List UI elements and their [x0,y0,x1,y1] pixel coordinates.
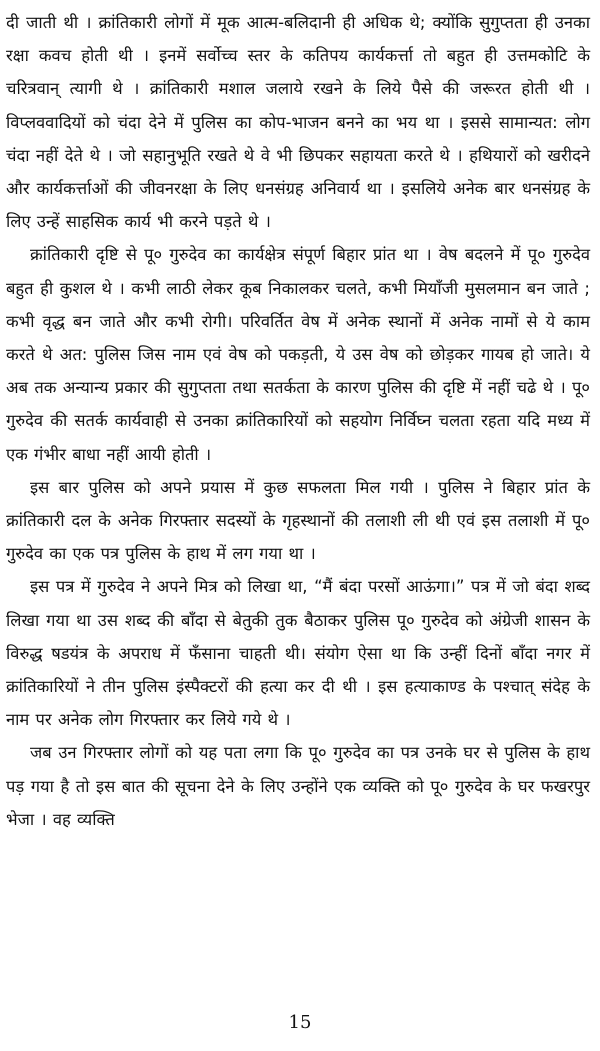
paragraph-2: क्रांतिकारी दृष्टि से पू० गुरुदेव का कार्यक्षेत्र संपूर्ण बिहार प्रांत था । वेष बदलने में पू० गुरुदेव बहुत ही कुशल थे । कभी लाठी लेकर कूब निकालकर चलते, कभी मियाँजी मुसलमान बन जाते ; कभी वृद्ध बन जाते और कभी रोगी। परिवर्तित वेष में अनेक स्थानों में अनेक नामों से ये काम करते थे अत: पुलिस जिस नाम एवं वेष को पकड़ती, ये उस वेष को छोड़कर गायब हो जाते। ये अब तक अन्यान्य प्रकार की सुगुप्तता तथा सतर्कता के कारण पुलिस की दृष्टि में नहीं चढे थे । पू० गुरुदेव की सतर्क कार्यवाही से उनका क्रांतिकारियों को सहयोग निर्विघ्न चलता रहता यदि मध्य में एक गंभीर बाधा नहीं आयी होती । [6,245,590,464]
page-body-text [6,6,590,836]
paragraph-3: इस बार पुलिस को अपने प्रयास में कुछ सफलता मिल गयी । पुलिस ने बिहार प्रांत के क्रांतिकारी दल के अनेक गिरफ्तार सदस्यों के गृहस्थानों की तलाशी ली थी एवं इस तलाशी में पू० गुरुदेव का एक पत्र पुलिस के हाथ में लग गया था । [6,477,590,564]
paragraph-4: इस पत्र में गुरुदेव ने अपने मित्र को लिखा था, “मैं बंदा परसों आऊंगा।” पत्र में जो बंदा शब्द लिखा गया था उस शब्द की बाँदा से बेतुकी तुक बैठाकर पुलिस पू० गुरुदेव को अंग्रेजी शासन के विरुद्ध षडयंत्र के अपराध में फँसाना चाहती थी। संयोग ऐसा था कि उन्हीं दिनों बाँदा नगर में क्रांतिकारियों ने तीन पुलिस इंस्पैक्टरों की हत्या कर दी थी । इस हत्याकाण्ड के पश्चात् संदेह के नाम पर अनेक लोग गिरफ्तार कर लिये गये थे । [6,577,590,730]
paragraph-5: जब उन गिरफ्तार लोगों को यह पता लगा कि पू० गुरुदेव का पत्र उनके घर से पुलिस के हाथ पड़ गया है तो इस बात की सूचना देने के लिए उन्होंने एक व्यक्ति को पू० गुरुदेव के घर फखरपुर भेजा । वह व्यक्ति [6,743,590,829]
paragraph-1: दी जाती थी । क्रांतिकारी लोगों में मूक आत्म-बलिदानी ही अधिक थे; क्योंकि सुगुप्तता ही उनका रक्षा कवच होती थी । इनमें सर्वोच्च स्तर के कतिपय कार्यकर्त्ता तो बहुत ही उत्तमकोटि के चरित्रवान् त्यागी थे । क्रांतिकारी मशाल जलाये रखने के लिये पैसे की जरूरत होती थी । विप्लववादियों को चंदा देने में पुलिस का कोप-भाजन बनने का भय था । इससे सामान्यत: लोग चंदा नहीं देते थे । जो सहानुभूति रखते थे वे भी छिपकर सहायता करते थे । हथियारों को खरीदने और कार्यकर्त्ताओं की जीवनरक्षा के लिए धनसंग्रह अनिवार्य था । इसलिये अनेक बार धनसंग्रह के लिए उन्हें साहसिक कार्य भी करने पड़ते थे । [6,13,590,232]
page-number: 15 [288,1012,312,1033]
